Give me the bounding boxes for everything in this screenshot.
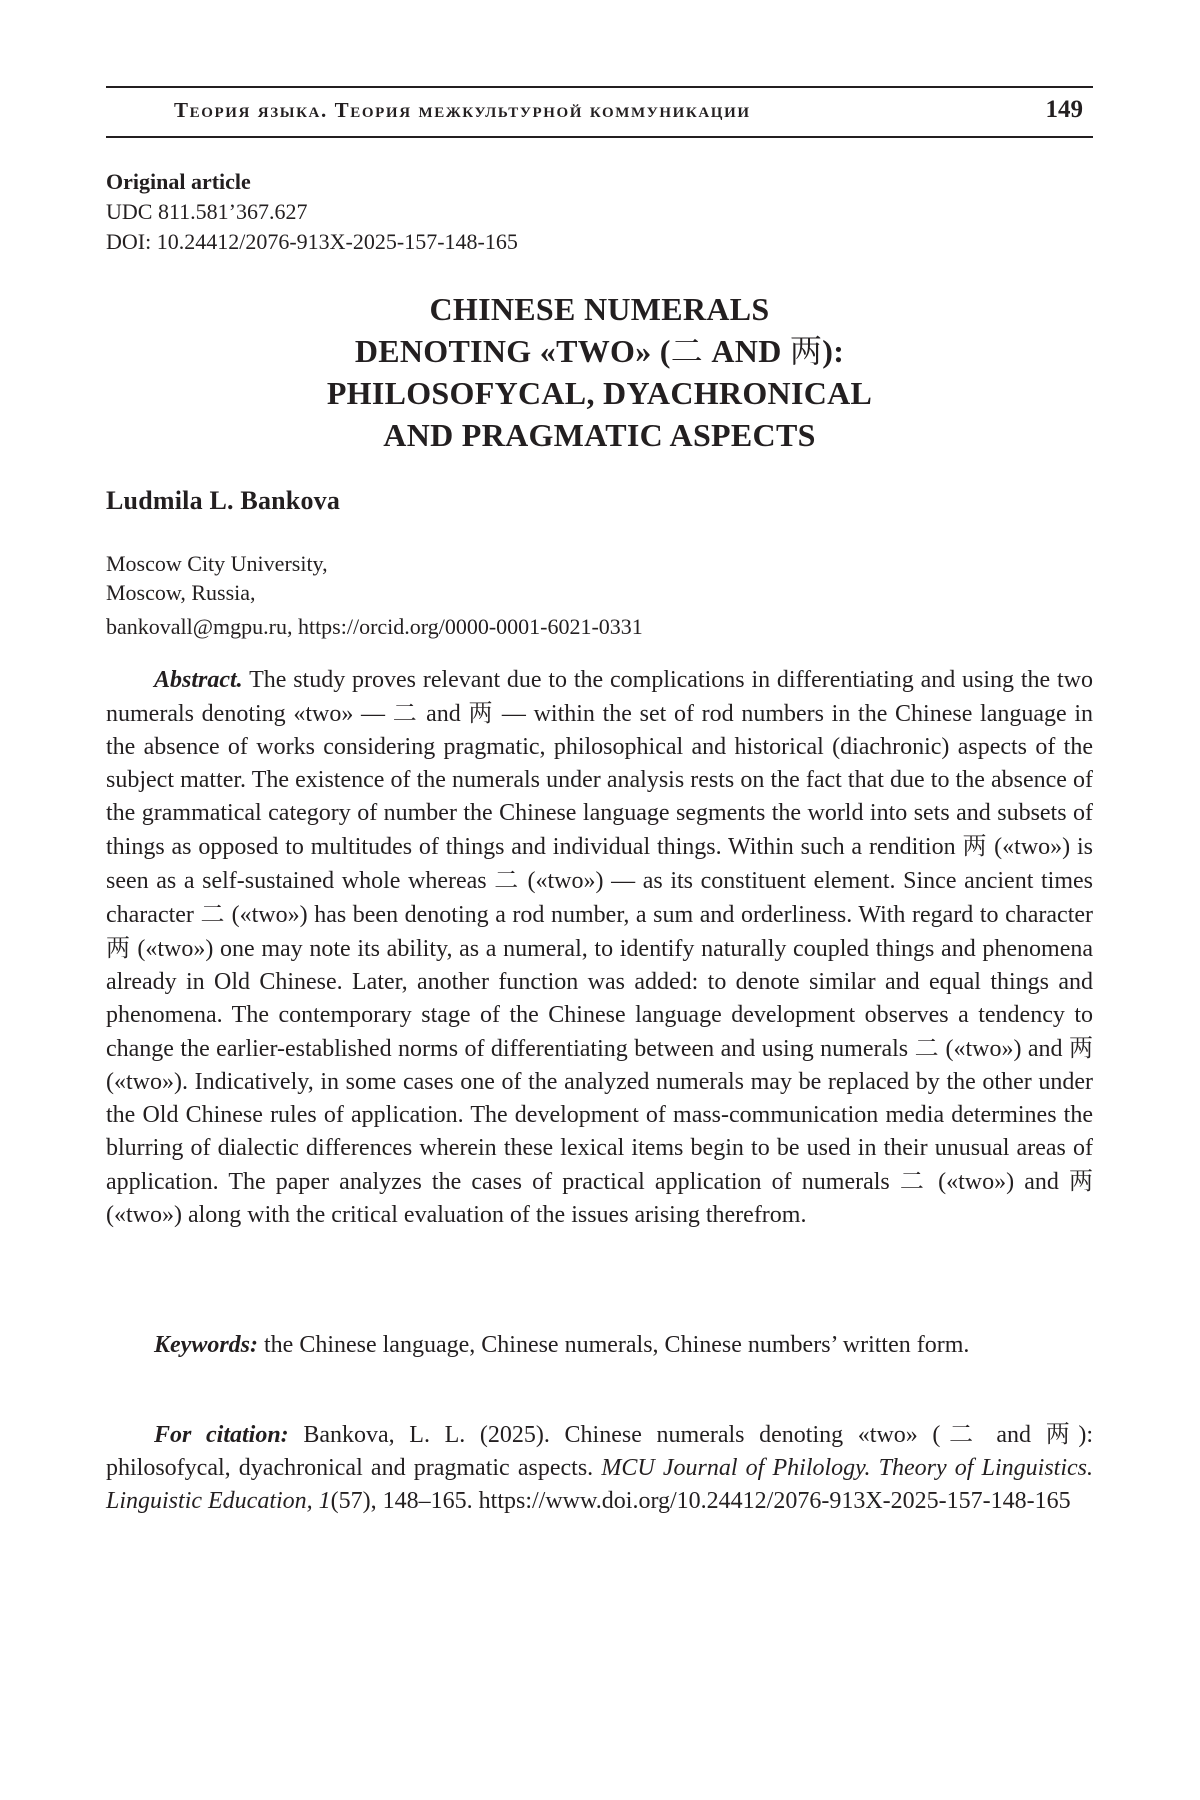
citation-label: For citation:	[154, 1422, 289, 1448]
chinese-character: 二	[494, 866, 520, 894]
chinese-character: 两	[962, 832, 988, 860]
title-line: AND PRAGMATIC ASPECTS	[383, 417, 816, 453]
running-title: Теория языка. Теория межкультурной коммуникации	[174, 98, 751, 122]
affiliation-university: Moscow City University,	[106, 551, 328, 576]
chinese-character: 两	[468, 699, 495, 727]
abstract-label: Abstract.	[154, 667, 243, 693]
abstract	[106, 664, 1093, 1232]
page-number: 149	[1045, 96, 1083, 123]
author-name: Ludmila L. Bankova	[106, 486, 341, 515]
author-contacts[interactable]: bankovall@mgpu.ru, https://orcid.org/0000-0001-6021-0331	[106, 614, 643, 639]
doi[interactable]: DOI: 10.24412/2076-913X-2025-157-148-165	[106, 229, 518, 254]
article-meta	[106, 167, 518, 257]
chinese-character: 两	[1045, 1420, 1079, 1448]
chinese-character: 二	[940, 1420, 982, 1448]
chinese-character: 二	[392, 699, 419, 727]
affiliation-location: Moscow, Russia,	[106, 580, 256, 605]
running-header	[106, 86, 1093, 138]
chinese-character: 两	[789, 332, 823, 370]
article-type: Original article	[106, 169, 251, 194]
article-title	[106, 288, 1093, 456]
keywords	[106, 1329, 1093, 1362]
chinese-character: 两	[106, 934, 131, 962]
author-affiliation	[106, 549, 328, 607]
title-line: PHILOSOFYCAL, DYACHRONICAL	[326, 375, 873, 411]
abstract-text: The study proves relevant due to the complications in differentiating and using the two numerals denoting «two» — 二 and 两 — within the set of rod numbers in the Chinese language in the absence of works considering pragmatic, philosophical and historical (diachronic) aspects of the subject matter. The existence of the numerals under analysis rests on the fact that due to the absence of the grammatical category of number the Chinese language segments the world into sets and subsets of things as opposed to multitudes of things and individual things. Within such a rendition 两 («two») is seen as a self-sustained whole whereas 二 («two») — as its constituent element. Since ancient times character 二 («two») has been denoting a rod number, a sum and orderliness. With regard to character 两 («two») one may note its ability, as a numeral, to identify naturally coupled things and phenomena already in Old Chinese. Later, another function was added: to denote similar and equal things and phenomena. The contemporary stage of the Chinese language development observes a tendency to change the earlier-established norms of differentiating between and using numerals 二 («two») and 两 («two»). Indicatively, in some cases one of the analyzed numerals may be replaced by the other under the Old Chinese rules of application. The development of mass-communication media determines the blurring of dialectic differences wherein these lexical items begin to be used in their unusual areas of application. The paper analyzes the cases of practical application of numerals 二 («two») and 两 («two») along with the critical evaluation of the issues arising therefrom.	[106, 667, 1094, 1228]
citation-text: Bankova, L. L. (2025). Chinese numerals denoting «two» (二 and 两): philosofycal, dyachronical and pragmatic aspects.	[106, 1420, 1094, 1481]
citation-doi[interactable]: (57), 148–165. https://www.doi.org/10.24412/2076-913X-2025-157-148-165	[330, 1488, 1071, 1514]
citation	[106, 1418, 1093, 1518]
chinese-character: 两	[1069, 1034, 1094, 1062]
chinese-character: 二	[914, 1034, 940, 1062]
citation-journal: MCU Journal of Philology. Theory of Linguistics. Linguistic Education, 1	[106, 1455, 1093, 1514]
keywords-text: the Chinese language, Chinese numerals, Chinese numbers’ written form.	[264, 1332, 970, 1358]
chinese-character: 二	[200, 900, 226, 928]
udc-code: UDC 811.581’367.627	[106, 199, 308, 224]
title-line: DENOTING «TWO» (二 AND 两):	[354, 332, 845, 370]
chinese-character: 两	[1069, 1167, 1094, 1195]
chinese-character: 二	[899, 1167, 929, 1195]
title-line: CHINESE NUMERALS	[429, 291, 770, 327]
keywords-label: Keywords:	[154, 1332, 258, 1358]
chinese-character: 二	[670, 332, 704, 370]
